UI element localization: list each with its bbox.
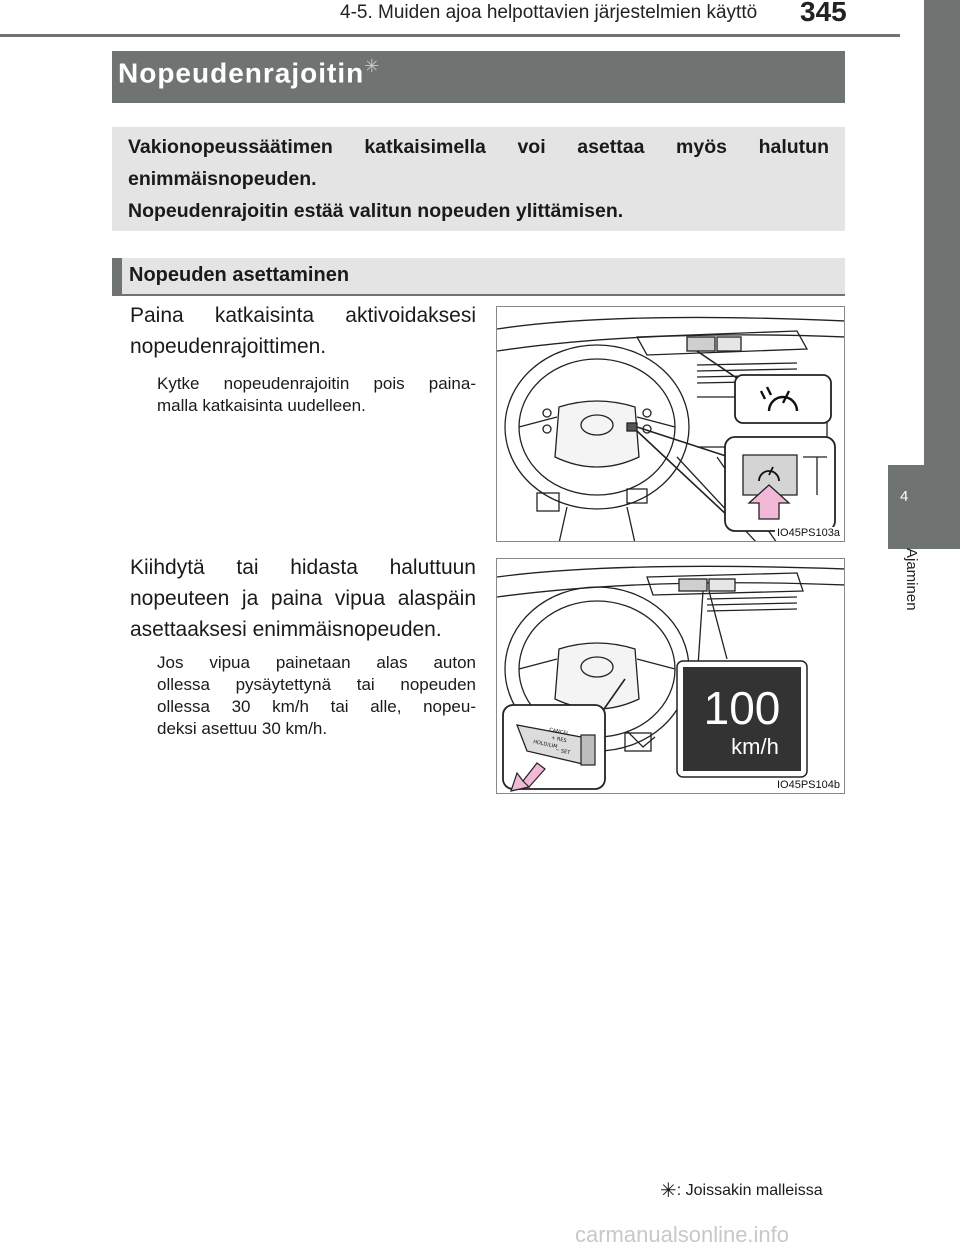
section-heading-text: Nopeuden asettaminen (129, 264, 350, 286)
speed-unit: km/h (731, 734, 779, 759)
intro-line: Nopeudenrajoitin estää valitun nopeuden ylittämisen. (128, 200, 624, 222)
watermark: carmanualsonline.info (575, 1222, 790, 1247)
limiter-symbol-callout (735, 375, 831, 423)
figure-dashboard-switch (496, 306, 845, 542)
step-line: nopeudenrajoittimen. (130, 335, 327, 358)
page-title (118, 56, 380, 89)
step-1-text (130, 300, 476, 362)
section-heading (112, 258, 845, 296)
asterisk-icon: ✳ (364, 56, 381, 76)
note-line: Kytke nopeudenrajoitin pois paina- (157, 374, 476, 393)
figure-code: IO45PS103a (777, 527, 840, 539)
speed-value: 100 (703, 682, 781, 734)
header-rule (0, 34, 900, 37)
chapter-tab[interactable] (888, 465, 960, 549)
note-line: Jos vipua painetaan alas auton (157, 653, 476, 672)
page-number: 345 (800, 0, 847, 27)
section-accent (112, 258, 122, 296)
intro-line: enimmäisnopeuden. (128, 168, 317, 190)
step-2-note (157, 652, 476, 740)
note-line: ollessa 30 km/h tai alle, nopeu- (157, 697, 476, 716)
lever-illustration (497, 559, 845, 794)
title-label: Nopeudenrajoitin (118, 57, 365, 89)
dashboard-illustration (497, 307, 845, 542)
running-header: 4-5. Muiden ajoa helpottavien järjestelmien käyttö (340, 2, 758, 23)
step-line: nopeuteen ja paina vipua alaspäin (130, 587, 476, 610)
step-1-note (157, 373, 476, 417)
intro-box (112, 127, 845, 231)
step-2-text (130, 552, 476, 645)
asterisk-icon: ✳ (660, 1180, 677, 1202)
footnote-text: : Joissakin malleissa (676, 1182, 823, 1199)
note-line: malla katkaisinta uudelleen. (157, 396, 366, 415)
note-line: deksi asettuu 30 km/h. (157, 719, 328, 738)
figure-code: IO45PS104b (777, 779, 840, 791)
side-bar (924, 0, 960, 465)
intro-line: Vakionopeussäätimen katkaisimella voi asettaa myös halutun (128, 136, 829, 158)
footnote (660, 1178, 823, 1203)
note-line: ollessa pysäytettynä tai nopeuden (157, 675, 476, 694)
lever-set-label: − SET (554, 747, 571, 757)
lever-hold-label: HOLD/LIM (532, 739, 558, 751)
chapter-number: 4 (900, 488, 909, 505)
step-line: Kiihdytä tai hidasta haluttuun (130, 556, 476, 579)
step-line: asettaaksesi enimmäisnopeuden. (130, 618, 442, 641)
chapter-name: Ajaminen (903, 548, 920, 611)
lever-cancel-label: CANCEL (548, 727, 570, 738)
figure-speed-display (496, 558, 845, 794)
lever-res-label: + RES (550, 735, 568, 745)
step-line: Paina katkaisinta aktivoidaksesi (130, 304, 476, 327)
